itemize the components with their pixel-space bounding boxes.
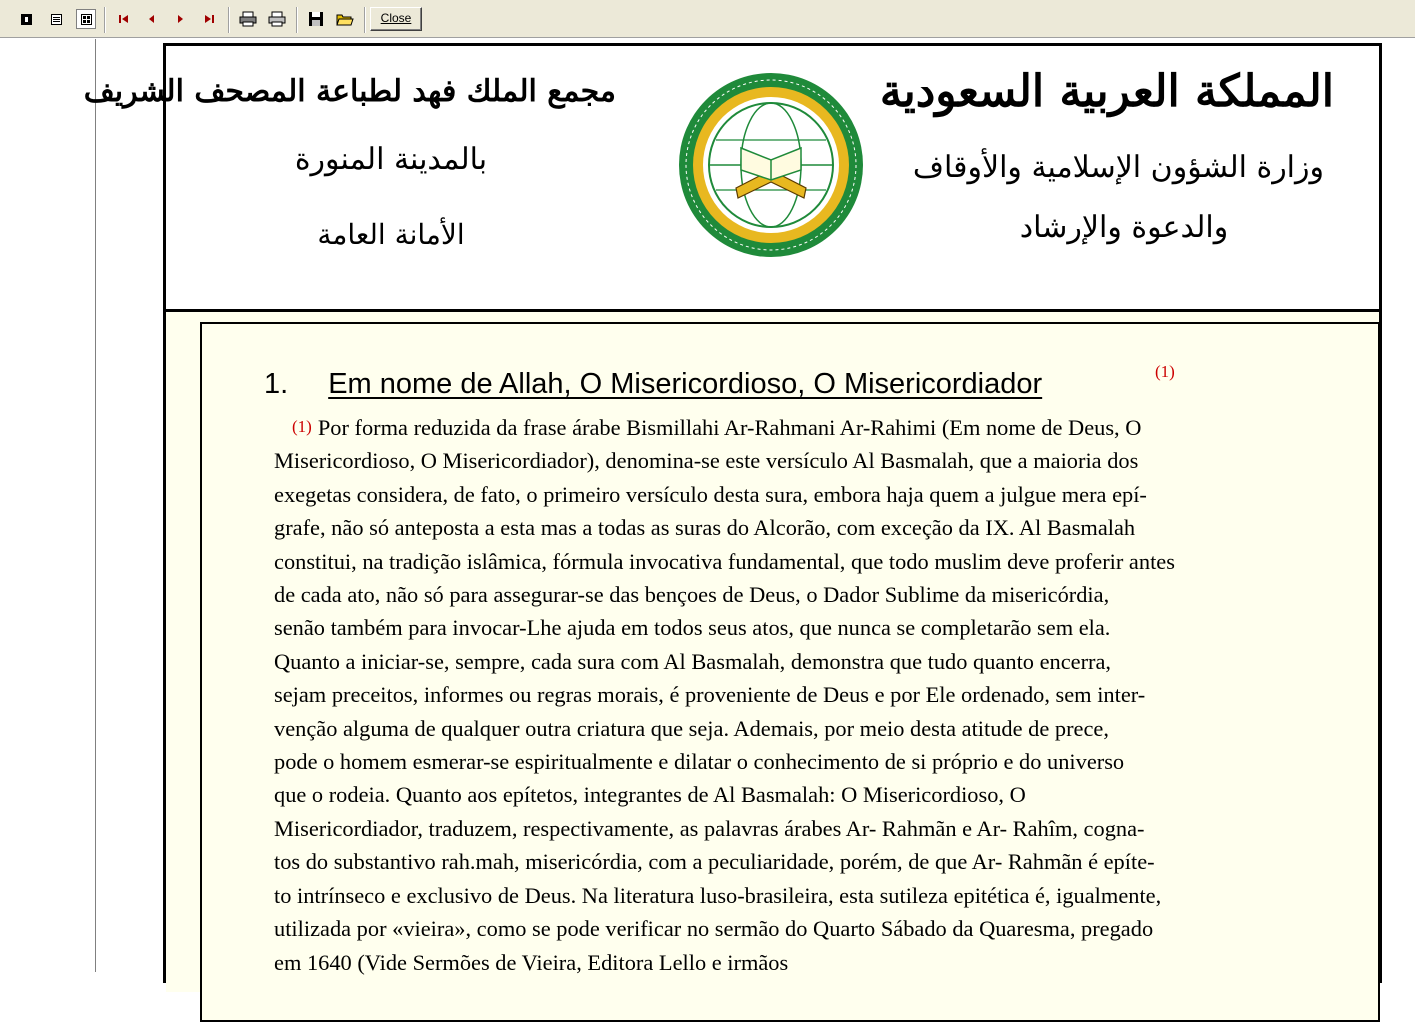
footnote-line: exegetas considera, de fato, o primeiro versículo desta sura, embora haja quem a julgue mera epí- xyxy=(274,481,1147,507)
toolbar-separator xyxy=(364,7,366,33)
verse-text: Em nome de Allah, O Misericordioso, O Misericordiador xyxy=(328,368,1043,400)
footnote-line: constitui, na tradição islâmica, fórmula invocativa fundamental, que todo muslim deve proferir antes xyxy=(274,548,1175,574)
verse-line xyxy=(264,368,1042,401)
close-button[interactable]: Close xyxy=(370,7,422,31)
footnote-line: Misericordioso, O Misericordiador), denomina-se este versículo Al Basmalah, que a maioria dos xyxy=(274,448,1139,474)
print-setup-icon[interactable] xyxy=(238,9,258,29)
header-city-line: بالمدينة المنورة xyxy=(294,142,488,177)
next-page-icon[interactable] xyxy=(170,9,190,29)
footnote-line: sejam preceitos, informes ou regras morais, é proveniente de Deus e por Ele ordenado, sem inter- xyxy=(274,682,1146,708)
footnote-line: tos do substantivo rah.mah, misericórdia, com a peculiaridade, porém, de que Ar- Rahmãn é epíte- xyxy=(274,849,1155,875)
header-ministry-line: وزارة الشؤون الإسلامية والأوقاف xyxy=(912,150,1324,185)
verse-footnote-marker: (1) xyxy=(1155,362,1175,381)
toolbar-separator xyxy=(296,7,298,33)
header-complex-title: مجمع الملك فهد لطباعة المصحف الشريف xyxy=(83,74,616,109)
footnote-line: grafe, não só anteposta a esta mas a todas as suras do Alcorão, com exceção da IX. Al Basmalah xyxy=(274,515,1136,541)
save-icon[interactable] xyxy=(306,9,326,29)
footnote-line: (1) Por forma reduzida da frase árabe Bismillahi Ar-Rahmani Ar-Rahimi (Em nome de Deus, O xyxy=(292,415,1142,440)
left-margin-pane xyxy=(0,39,96,972)
footnote-line: de cada ato, não só para assegurar-se das bençoes de Deus, o Dador Sublime da misericórdia, xyxy=(274,582,1110,608)
previous-page-icon[interactable] xyxy=(142,9,162,29)
document-page xyxy=(83,43,1382,983)
footnote-line: pode o homem esmerar-se espiritualmente e dilatar o conhecimento de si próprio e do universo xyxy=(274,749,1125,775)
footnote-line: venção alguma de qualquer outra criatura que seja. Ademais, por meio desta atitude de prece, xyxy=(274,715,1109,741)
footnote-line: Misericordiador, traduzem, respectivamente, as palavras árabes Ar- Rahmãn e Ar- Rahîm, cogna- xyxy=(274,815,1145,841)
header-secretariat-line: الأمانة العامة xyxy=(317,218,465,251)
footnote-line: que o rodeia. Quanto aos epítetos, integrantes de Al Basmalah: O Misericordioso, O xyxy=(274,782,1026,808)
page-header xyxy=(83,46,1379,312)
first-page-icon[interactable] xyxy=(114,9,134,29)
king-fahd-complex-seal-icon xyxy=(676,70,866,260)
last-page-icon[interactable] xyxy=(199,9,219,29)
single-page-icon[interactable] xyxy=(16,9,36,29)
footnote-line: senão também para invocar-Lhe ajuda em todos seus atos, que nunca se completarão sem ela. xyxy=(274,615,1111,641)
footnote-line: em 1640 (Vide Sermões de Vieira, Editora Lello e irmãos xyxy=(274,949,789,975)
footnote-marker: (1) xyxy=(292,417,312,436)
page-width-icon[interactable] xyxy=(46,9,66,29)
print-icon[interactable] xyxy=(267,9,287,29)
header-kingdom-title: المملكة العربية السعودية xyxy=(879,66,1334,117)
header-dawah-line: والدعوة والإرشاد xyxy=(1019,210,1229,245)
footnote-line: utilizada por «vieira», como se pode verificar no sermão do Quarto Sábado da Quaresma, pregado xyxy=(274,916,1154,942)
open-folder-icon[interactable] xyxy=(335,9,355,29)
verse-number: 1. xyxy=(264,368,289,400)
footnote-line: to intrínseco e exclusivo de Deus. Na literatura luso-brasileira, esta sutileza epitética é, igualmente, xyxy=(274,882,1162,908)
verse-frame xyxy=(200,322,1380,1022)
page-body xyxy=(166,312,1379,992)
whole-page-icon[interactable] xyxy=(76,9,96,29)
preview-toolbar xyxy=(0,0,1415,38)
toolbar-separator xyxy=(228,7,230,33)
footnote-line: Quanto a iniciar-se, sempre, cada sura com Al Basmalah, demonstra que tudo quanto encerra, xyxy=(274,648,1112,674)
footnote xyxy=(274,410,1326,979)
toolbar-separator xyxy=(104,7,106,33)
